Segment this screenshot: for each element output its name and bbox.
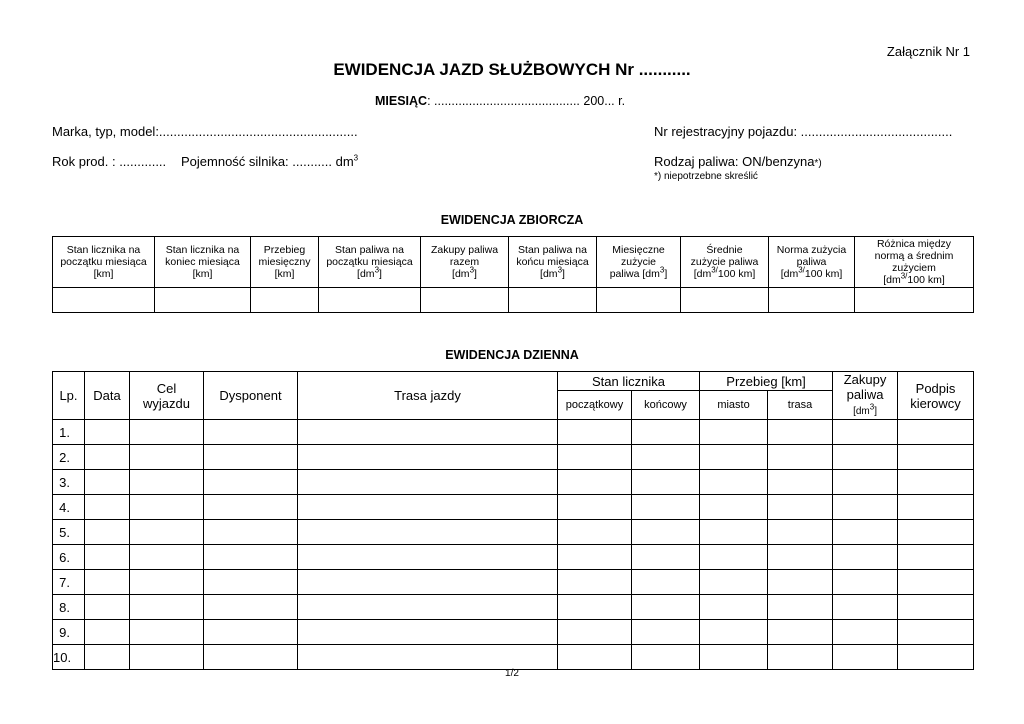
entry-cell[interactable] — [833, 470, 898, 495]
table-row — [53, 420, 974, 445]
entry-cell[interactable] — [298, 595, 558, 620]
production-year-field: Rok prod. : ............. — [52, 154, 167, 169]
entry-cell[interactable] — [700, 620, 768, 645]
entry-cell[interactable] — [833, 620, 898, 645]
unit-sup: 3/ — [900, 271, 908, 281]
entry-cell[interactable] — [204, 420, 298, 445]
summary-cell[interactable] — [855, 288, 974, 313]
col-fuel — [833, 372, 898, 420]
entry-cell[interactable] — [558, 545, 632, 570]
entry-cell[interactable] — [204, 520, 298, 545]
daily-title: EWIDENCJA DZIENNA — [445, 348, 579, 362]
col-mileage-route: trasa — [768, 391, 833, 420]
entry-cell[interactable] — [85, 545, 130, 570]
document-title: EWIDENCJA JAZD SŁUŻBOWYCH Nr ........... — [333, 60, 691, 79]
make-model-field: Marka, typ, model:....................................................... — [52, 124, 358, 139]
month-field — [375, 94, 625, 108]
entry-cell[interactable] — [130, 520, 204, 545]
col-date: Data — [85, 372, 130, 420]
entry-cell[interactable] — [85, 420, 130, 445]
entry-cell[interactable] — [768, 645, 833, 670]
summary-header-line: zużyciem — [892, 262, 936, 274]
entry-cell[interactable] — [298, 495, 558, 520]
summary-header-line: początku miesiąca — [326, 256, 413, 268]
summary-header-line: paliwa — [796, 256, 827, 268]
registration-field: Nr rejestracyjny pojazdu: .......................................... — [654, 124, 953, 139]
summary-cell[interactable] — [421, 288, 509, 313]
row-number: 8. — [53, 595, 85, 620]
entry-cell[interactable] — [298, 445, 558, 470]
unit-text: [dm — [693, 268, 712, 280]
col-lp: Lp. — [53, 372, 85, 420]
entry-cell[interactable] — [898, 470, 974, 495]
summary-header-7 — [597, 237, 681, 288]
engine-capacity-text: Pojemność silnika: ........... dm — [181, 154, 354, 169]
summary-header-6 — [509, 237, 597, 288]
summary-cell[interactable] — [509, 288, 597, 313]
summary-header-unit — [540, 265, 565, 280]
entry-cell[interactable] — [768, 545, 833, 570]
entry-cell[interactable] — [632, 645, 700, 670]
summary-cell[interactable] — [597, 288, 681, 313]
summary-header-line: Przebieg — [263, 244, 306, 256]
entry-cell[interactable] — [768, 570, 833, 595]
fuel-unit-text: [dm — [853, 406, 870, 417]
entry-cell[interactable] — [130, 620, 204, 645]
footnote: *) niepotrzebne skreślić — [654, 171, 758, 182]
engine-capacity-field — [181, 154, 358, 169]
summary-header-line: początku miesiąca — [60, 256, 147, 268]
month-value: : .......................................... 200... r. — [427, 94, 626, 108]
entry-cell[interactable] — [558, 645, 632, 670]
table-row — [53, 470, 974, 495]
summary-header-unit — [357, 265, 382, 280]
col-route: Trasa jazdy — [298, 372, 558, 420]
row-number: 6. — [53, 545, 85, 570]
col-fuel-line: paliwa — [846, 387, 884, 402]
month-label: MIESIĄC — [375, 94, 428, 108]
entry-cell[interactable] — [130, 420, 204, 445]
summary-header-4 — [319, 237, 421, 288]
unit-text: [dm — [883, 274, 901, 286]
unit-end: ] — [562, 268, 565, 280]
summary-header-unit — [452, 265, 477, 280]
entry-cell[interactable] — [130, 470, 204, 495]
entry-cell[interactable] — [700, 470, 768, 495]
entry-cell[interactable] — [632, 545, 700, 570]
entry-cell[interactable] — [898, 570, 974, 595]
summary-header-line: Zakupy paliwa — [430, 244, 499, 256]
fuel-unit-sup: 3 — [869, 402, 875, 412]
entry-cell[interactable] — [833, 570, 898, 595]
table-row — [53, 520, 974, 545]
entry-cell[interactable] — [768, 470, 833, 495]
summary-cell[interactable] — [251, 288, 319, 313]
entry-cell[interactable] — [632, 495, 700, 520]
unit-end: ] — [664, 268, 668, 280]
summary-header-unit — [609, 265, 668, 280]
entry-cell[interactable] — [898, 520, 974, 545]
row-number: 7. — [53, 570, 85, 595]
summary-header-line: razem — [449, 256, 480, 268]
summary-title: EWIDENCJA ZBIORCZA — [440, 213, 584, 227]
entry-cell[interactable] — [558, 495, 632, 520]
unit-text: [dm — [540, 268, 558, 280]
entry-cell[interactable] — [768, 595, 833, 620]
entry-cell[interactable] — [898, 620, 974, 645]
summary-header-unit — [780, 265, 843, 280]
entry-cell[interactable] — [700, 570, 768, 595]
summary-header-line: miesięczny — [258, 256, 311, 268]
entry-cell[interactable] — [558, 470, 632, 495]
row-number: 1. — [53, 420, 85, 445]
entry-cell[interactable] — [898, 420, 974, 445]
summary-header-line: Średnie — [706, 244, 743, 256]
summary-header-line: Stan licznika na — [165, 244, 240, 256]
col-odometer-start: początkowy — [558, 391, 632, 420]
entry-cell[interactable] — [700, 445, 768, 470]
entry-cell[interactable] — [700, 520, 768, 545]
unit-sup: 3 — [557, 265, 563, 275]
entry-cell[interactable] — [298, 620, 558, 645]
entry-cell[interactable] — [298, 645, 558, 670]
unit-sup: 3 — [374, 265, 380, 275]
summary-header-line: zużycie paliwa — [690, 256, 759, 268]
entry-cell[interactable] — [833, 495, 898, 520]
unit-text: paliwa [dm — [609, 268, 660, 280]
summary-header-line: [km] — [93, 268, 114, 280]
summary-header-line: Stan paliwa na — [518, 244, 587, 256]
summary-header-8 — [681, 237, 769, 288]
entry-cell[interactable] — [85, 520, 130, 545]
col-signature-line: kierowcy — [910, 395, 961, 411]
entry-cell[interactable] — [204, 545, 298, 570]
entry-cell[interactable] — [768, 620, 833, 645]
summary-cell[interactable] — [681, 288, 769, 313]
entry-cell[interactable] — [833, 595, 898, 620]
entry-cell[interactable] — [204, 595, 298, 620]
daily-table — [52, 371, 974, 670]
summary-header-line: normą a średnim — [874, 250, 954, 262]
table-row — [53, 570, 974, 595]
entry-cell[interactable] — [130, 495, 204, 520]
summary-header-line: Miesięczne — [612, 244, 665, 256]
entry-cell[interactable] — [768, 520, 833, 545]
col-signature — [898, 372, 974, 420]
summary-cell[interactable] — [53, 288, 155, 313]
annex-label: Załącznik Nr 1 — [886, 44, 970, 59]
entry-cell[interactable] — [204, 445, 298, 470]
table-row — [53, 595, 974, 620]
entry-cell[interactable] — [632, 620, 700, 645]
col-mileage-city: miasto — [700, 391, 768, 420]
table-row — [53, 495, 974, 520]
unit-sup: 3/ — [711, 265, 718, 275]
summary-header-line: [km] — [192, 268, 213, 280]
col-odometer-end: końcowy — [632, 391, 700, 420]
summary-header-5 — [421, 237, 509, 288]
entry-cell[interactable] — [833, 445, 898, 470]
entry-cell[interactable] — [130, 570, 204, 595]
entry-cell[interactable] — [700, 545, 768, 570]
entry-cell[interactable] — [298, 420, 558, 445]
entry-cell[interactable] — [632, 445, 700, 470]
unit-sup: 3 — [659, 265, 665, 275]
summary-cell[interactable] — [319, 288, 421, 313]
entry-cell[interactable] — [700, 595, 768, 620]
col-purpose-line: Cel — [156, 380, 177, 396]
entry-cell[interactable] — [204, 620, 298, 645]
entry-cell[interactable] — [204, 470, 298, 495]
col-fuel-unit — [853, 402, 877, 417]
entry-cell[interactable] — [898, 645, 974, 670]
entry-cell[interactable] — [298, 545, 558, 570]
entry-cell[interactable] — [898, 595, 974, 620]
summary-header-2 — [155, 237, 251, 288]
entry-cell[interactable] — [898, 445, 974, 470]
entry-cell[interactable] — [130, 595, 204, 620]
unit-sup: 3/ — [798, 265, 805, 275]
table-row — [53, 645, 974, 670]
summary-header-line: końcu miesiąca — [516, 256, 589, 268]
fuel-unit-end: ] — [874, 406, 877, 417]
entry-cell[interactable] — [768, 445, 833, 470]
entry-cell[interactable] — [833, 520, 898, 545]
table-row — [53, 620, 974, 645]
entry-cell[interactable] — [632, 420, 700, 445]
entry-cell[interactable] — [130, 645, 204, 670]
entry-cell[interactable] — [768, 495, 833, 520]
entry-cell[interactable] — [632, 470, 700, 495]
summary-cell[interactable] — [155, 288, 251, 313]
summary-header-line: [km] — [274, 268, 295, 280]
summary-header-line: zużycie — [620, 256, 656, 268]
row-number: 5. — [53, 520, 85, 545]
fuel-type-text: Rodzaj paliwa: ON/benzyna — [654, 154, 815, 169]
entry-cell[interactable] — [298, 470, 558, 495]
table-row — [53, 545, 974, 570]
table-row — [53, 445, 974, 470]
entry-cell[interactable] — [558, 620, 632, 645]
unit-text: [dm — [780, 268, 799, 280]
entry-cell[interactable] — [833, 545, 898, 570]
entry-cell[interactable] — [558, 420, 632, 445]
page-number: 1/2 — [505, 668, 519, 679]
unit-text: [dm — [452, 268, 470, 280]
entry-cell[interactable] — [85, 620, 130, 645]
summary-header-line: Stan paliwa na — [335, 244, 404, 256]
entry-cell[interactable] — [632, 520, 700, 545]
col-fuel-line: Zakupy — [843, 372, 887, 387]
entry-cell[interactable] — [85, 470, 130, 495]
col-purpose-line: wyjazdu — [143, 395, 190, 411]
entry-cell[interactable] — [558, 520, 632, 545]
row-number: 10. — [53, 645, 85, 670]
col-signature-line: Podpis — [915, 380, 956, 396]
unit-end: 100 km] — [717, 268, 756, 280]
col-purpose — [130, 372, 204, 420]
engine-capacity-sup: 3 — [353, 153, 359, 163]
row-number: 9. — [53, 620, 85, 645]
summary-header-unit — [693, 265, 756, 280]
entry-cell[interactable] — [898, 545, 974, 570]
entry-cell[interactable] — [204, 645, 298, 670]
entry-cell[interactable] — [298, 520, 558, 545]
entry-cell[interactable] — [833, 645, 898, 670]
summary-header-unit — [883, 271, 945, 286]
summary-header-line: Różnica między — [876, 238, 952, 250]
row-number: 2. — [53, 445, 85, 470]
entry-cell[interactable] — [130, 545, 204, 570]
summary-header-10 — [855, 237, 974, 288]
unit-end: ] — [474, 268, 477, 280]
summary-header-1 — [53, 237, 155, 288]
col-mileage: Przebieg [km] — [700, 372, 833, 391]
fuel-type-field — [654, 154, 822, 169]
entry-cell[interactable] — [85, 495, 130, 520]
entry-cell[interactable] — [85, 595, 130, 620]
entry-cell[interactable] — [700, 420, 768, 445]
unit-end: 100 km] — [907, 274, 945, 286]
summary-header-9 — [769, 237, 855, 288]
entry-cell[interactable] — [130, 445, 204, 470]
entry-cell[interactable] — [558, 570, 632, 595]
entry-cell[interactable] — [558, 595, 632, 620]
summary-header-3 — [251, 237, 319, 288]
entry-cell[interactable] — [298, 570, 558, 595]
summary-header-line: Stan licznika na — [66, 244, 141, 256]
entry-cell[interactable] — [85, 645, 130, 670]
entry-cell[interactable] — [898, 495, 974, 520]
col-odometer: Stan licznika — [558, 372, 700, 391]
unit-end: ] — [379, 268, 382, 280]
entry-cell[interactable] — [833, 420, 898, 445]
entry-cell[interactable] — [204, 495, 298, 520]
fuel-type-mark: *) — [814, 158, 822, 169]
entry-cell[interactable] — [85, 445, 130, 470]
entry-cell[interactable] — [700, 645, 768, 670]
entry-cell[interactable] — [85, 570, 130, 595]
col-dispatcher: Dysponent — [204, 372, 298, 420]
entry-cell[interactable] — [632, 595, 700, 620]
entry-cell[interactable] — [204, 570, 298, 595]
row-number: 4. — [53, 495, 85, 520]
summary-header-line: Norma zużycia — [776, 244, 847, 256]
row-number: 3. — [53, 470, 85, 495]
summary-cell[interactable] — [769, 288, 855, 313]
entry-cell[interactable] — [632, 570, 700, 595]
entry-cell[interactable] — [768, 420, 833, 445]
summary-header-line: koniec miesiąca — [165, 256, 240, 268]
entry-cell[interactable] — [700, 495, 768, 520]
summary-table — [52, 236, 974, 313]
unit-text: [dm — [357, 268, 375, 280]
summary-data-row — [53, 288, 974, 313]
entry-cell[interactable] — [558, 445, 632, 470]
unit-end: 100 km] — [804, 268, 843, 280]
unit-sup: 3 — [469, 265, 475, 275]
